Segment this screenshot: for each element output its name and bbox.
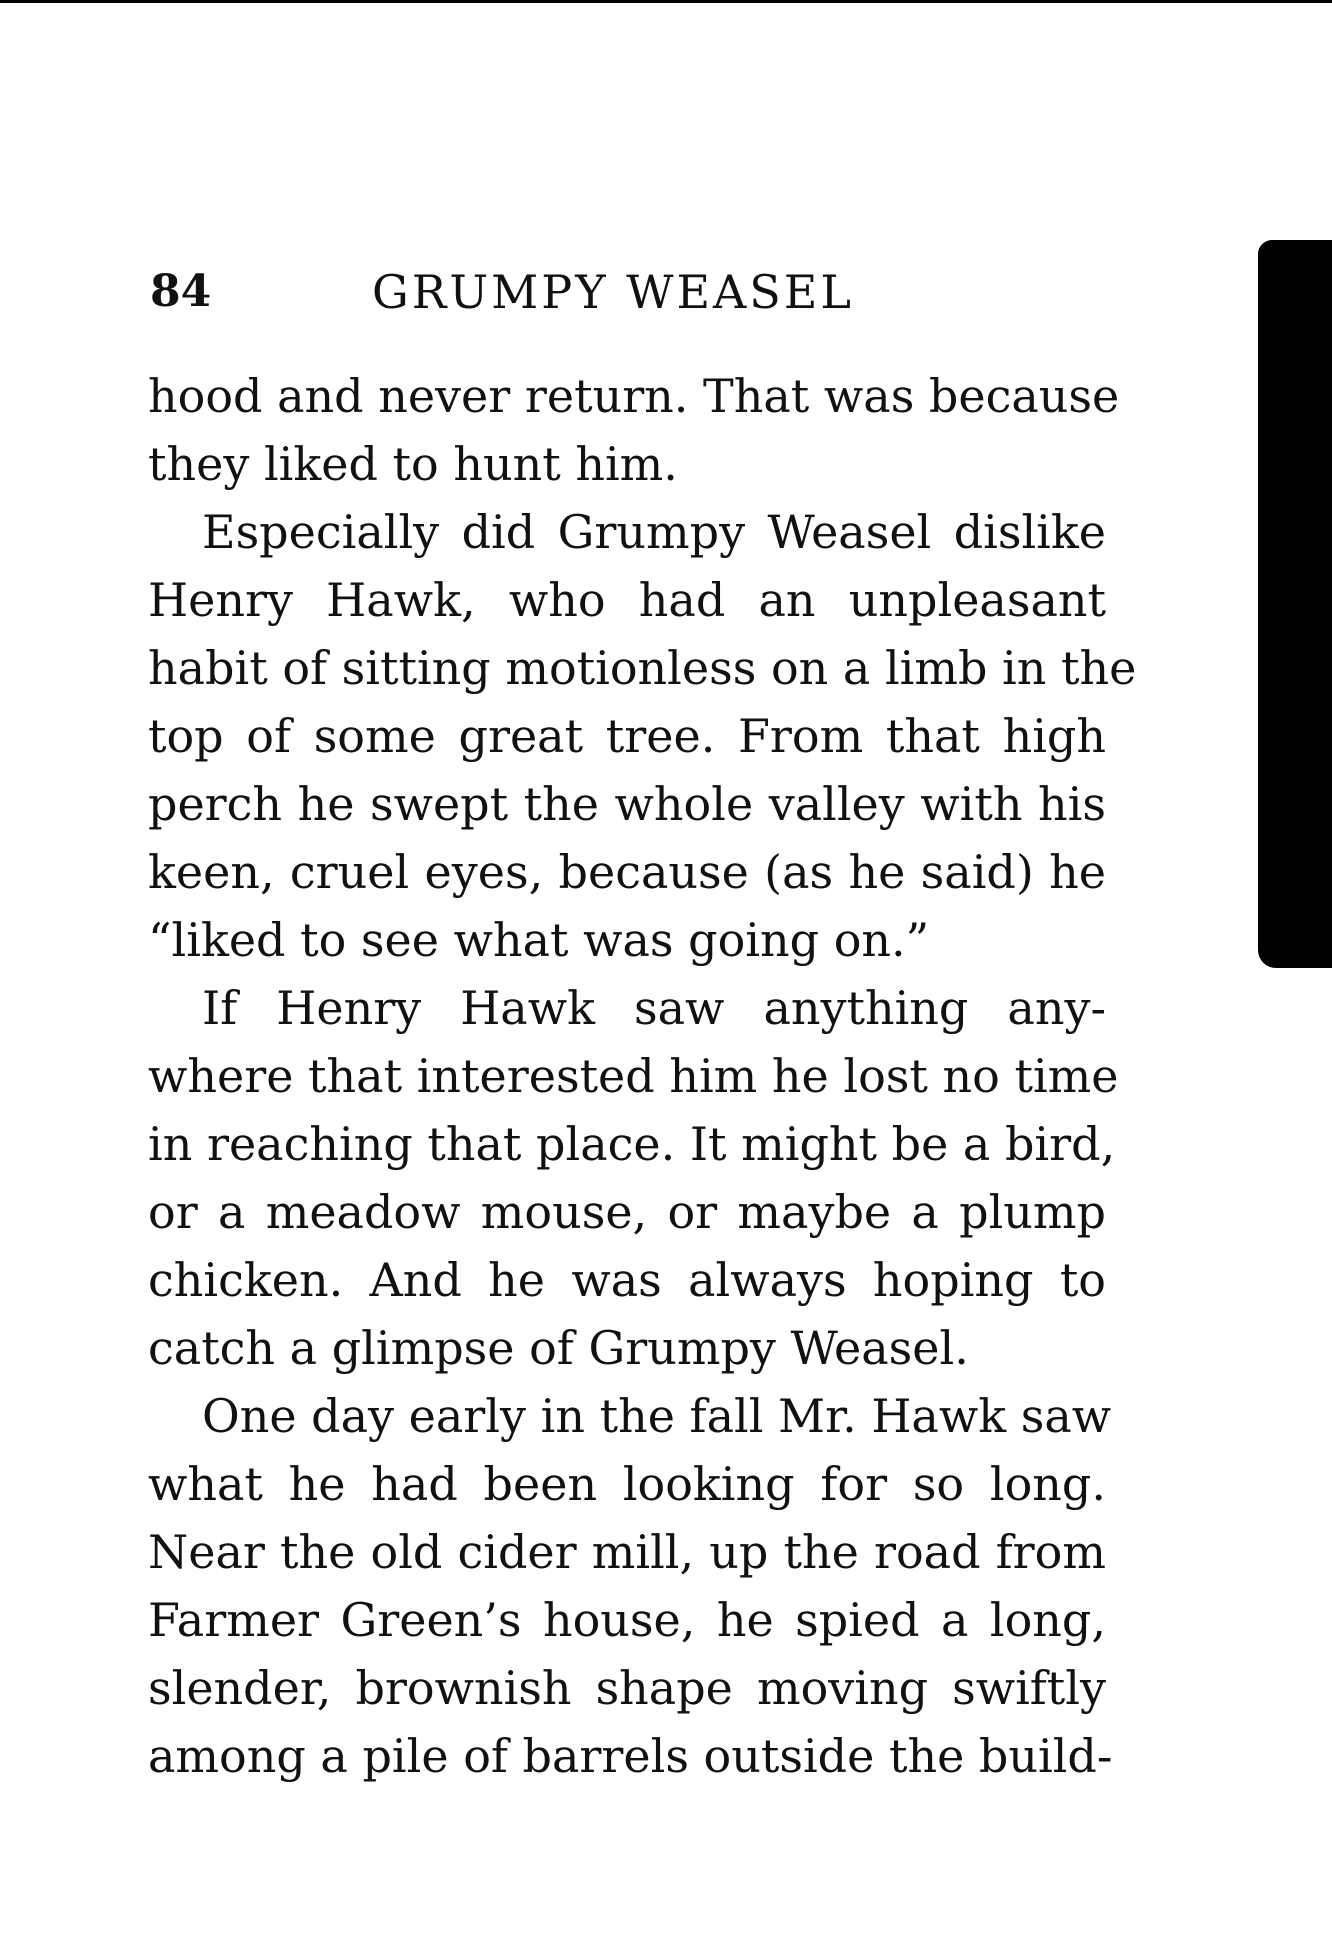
text-line: among a pile of barrels outside the build- [148, 1729, 1113, 1783]
text-line: they liked to hunt him. [148, 437, 678, 491]
text-line: Near the old cider mill, up the road from [148, 1525, 1106, 1579]
text-line: keen, cruel eyes, because (as he said) he [148, 845, 1106, 899]
page-header [150, 262, 1100, 322]
text-line: top of some great tree. From that high [148, 709, 1106, 763]
text-line: what he had been looking for so long. [148, 1457, 1106, 1511]
text-line: hood and never return. That was because [148, 369, 1120, 423]
text-line: where that interested him he lost no time [148, 1049, 1119, 1103]
text-line: Especially did Grumpy Weasel dislike [202, 505, 1106, 559]
scan-edge-shadow [1258, 240, 1332, 968]
text-line: One day early in the fall Mr. Hawk saw [202, 1389, 1112, 1443]
text-line: or a meadow mouse, or maybe a plump [148, 1185, 1106, 1239]
text-line: chicken. And he was always hoping to [148, 1253, 1106, 1307]
page-number: 84 [150, 266, 212, 317]
text-line: in reaching that place. It might be a bird, [148, 1117, 1116, 1171]
text-line: If Henry Hawk saw anything any- [202, 981, 1106, 1035]
text-line: “liked to see what was going on.” [148, 913, 930, 967]
top-border-rule [0, 0, 1332, 3]
body-text [148, 362, 1137, 1790]
text-line: catch a glimpse of Grumpy Weasel. [148, 1321, 969, 1375]
text-line: Henry Hawk, who had an unpleasant [148, 573, 1106, 627]
text-line: habit of sitting motionless on a limb in the [148, 641, 1137, 695]
text-line: slender, brownish shape moving swiftly [148, 1661, 1106, 1715]
text-line: Farmer Green’s house, he spied a long, [148, 1593, 1106, 1647]
text-line: perch he swept the whole valley with his [148, 777, 1106, 831]
running-title: GRUMPY WEASEL [372, 265, 854, 319]
